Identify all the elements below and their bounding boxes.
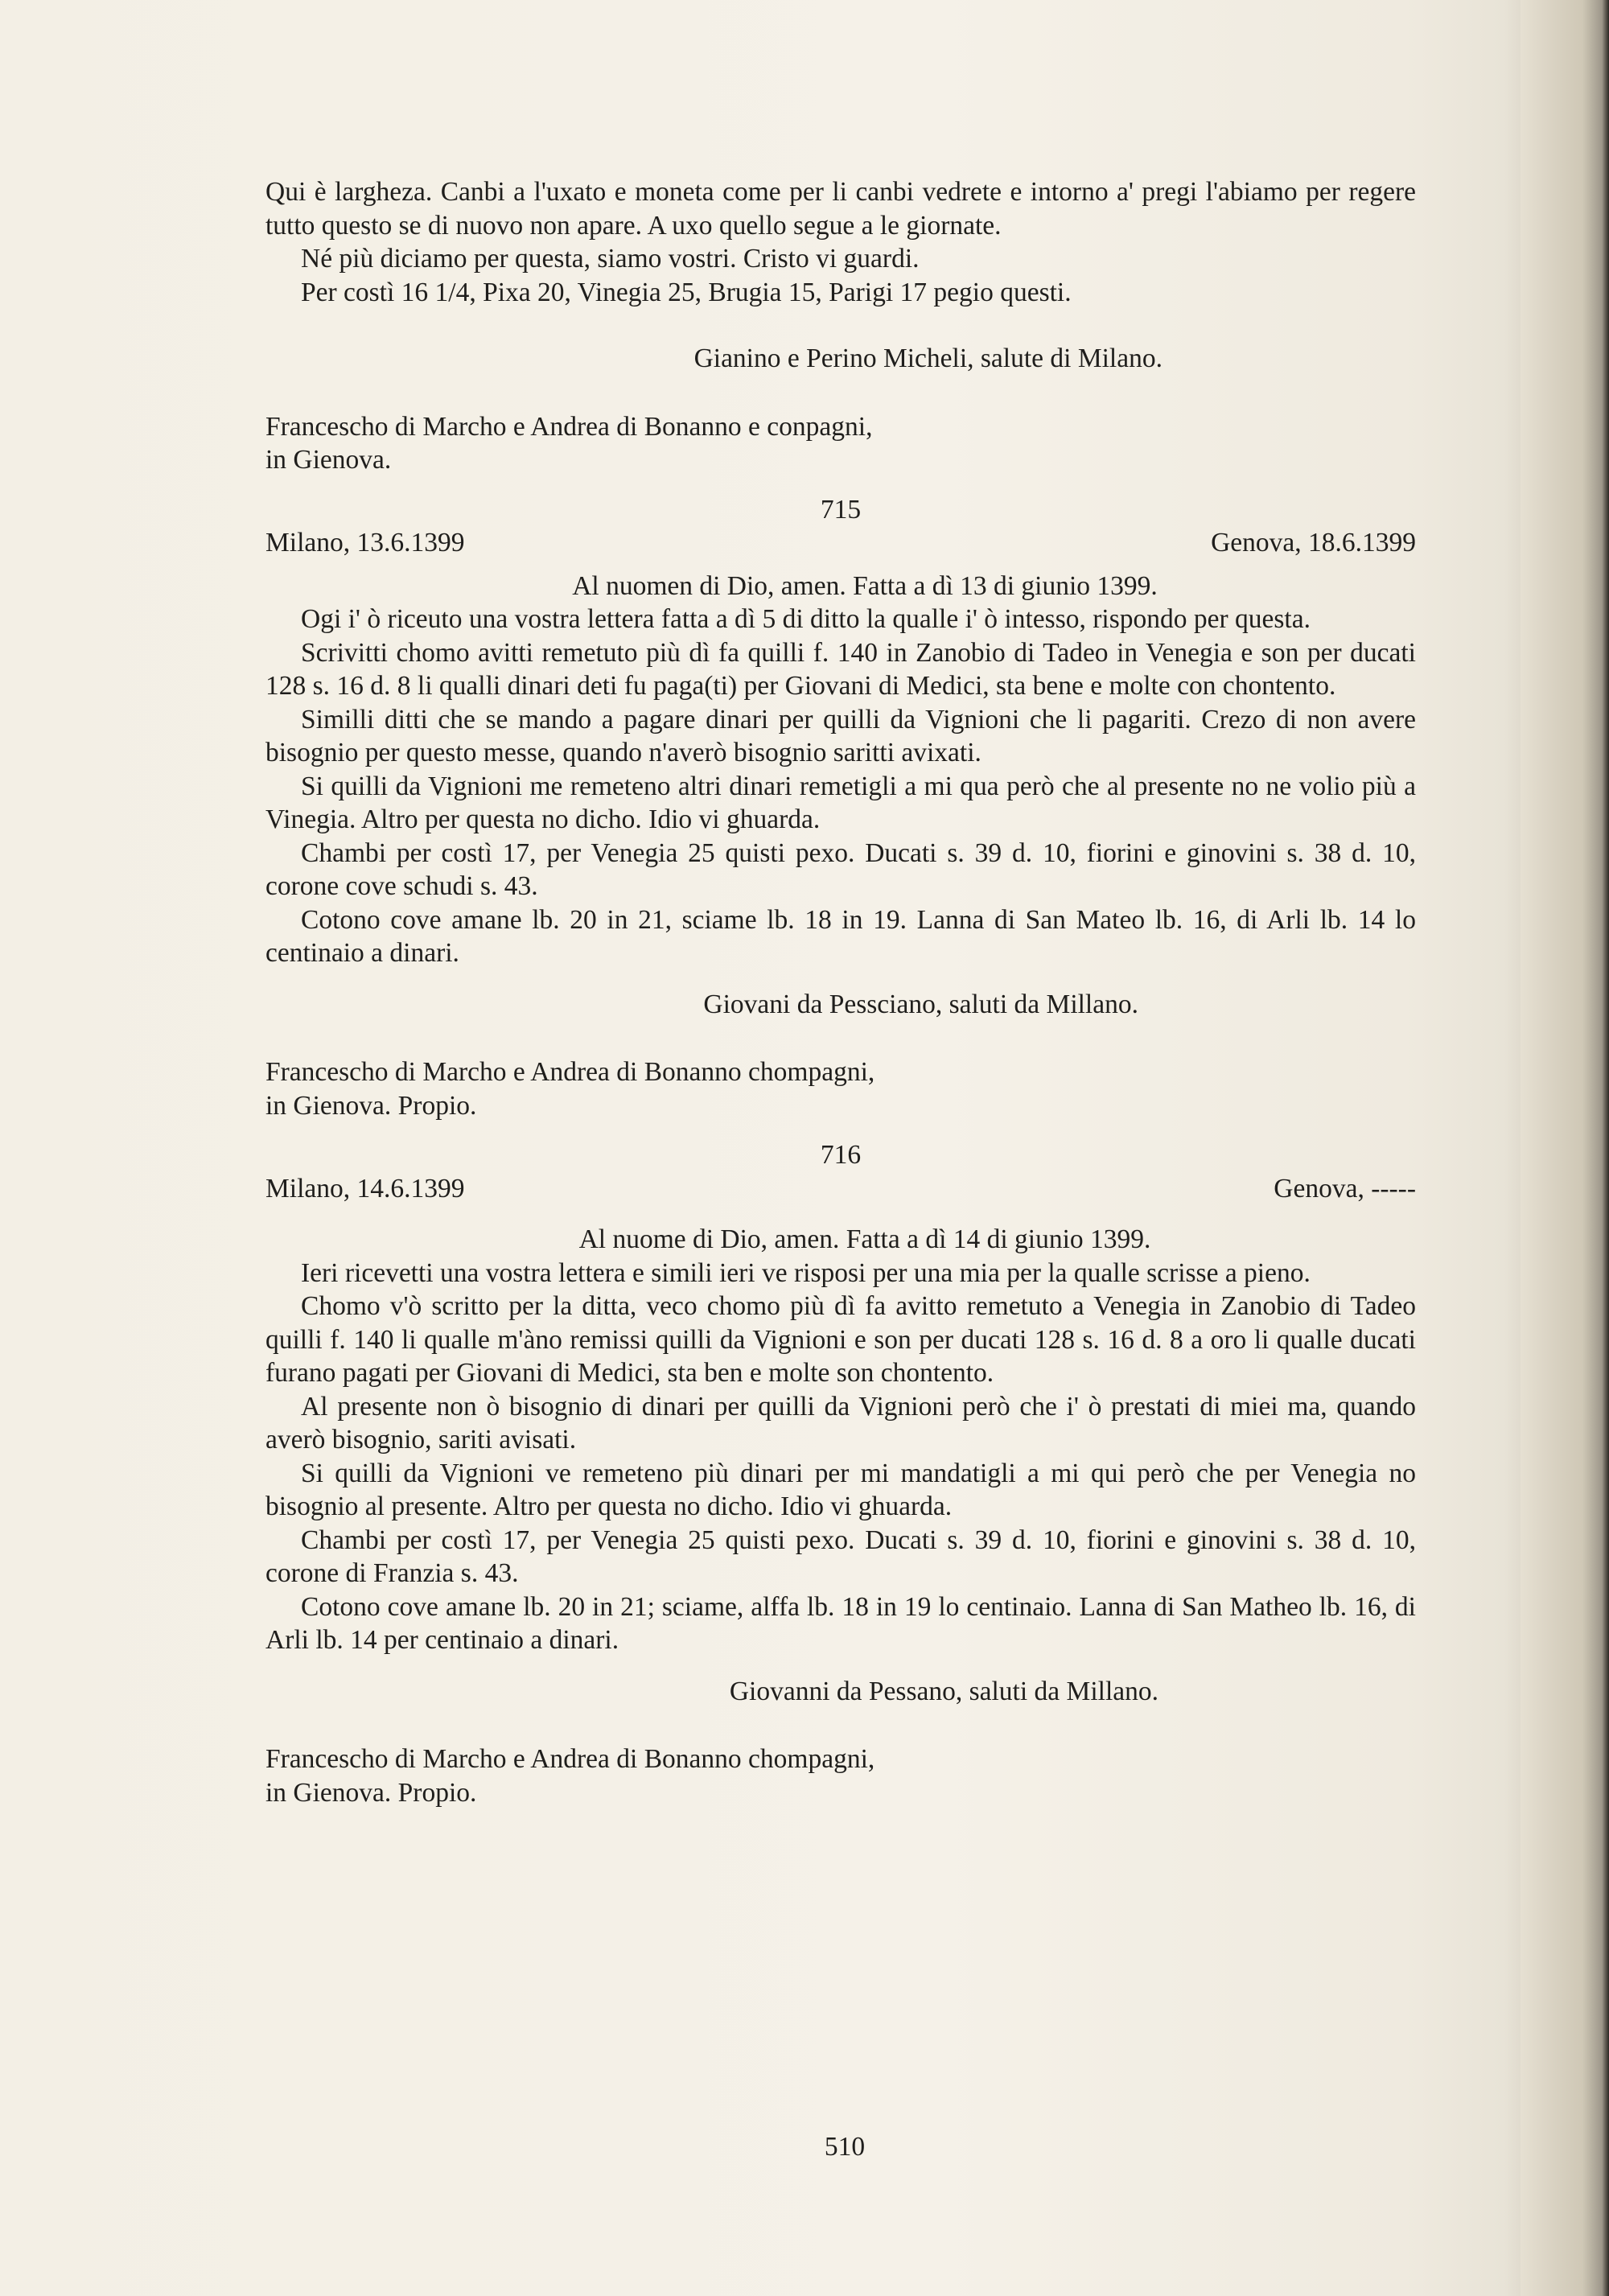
letter-716-header bbox=[265, 1172, 1416, 1206]
letter-715-signature: Giovani da Pessciano, saluti da Millano. bbox=[703, 989, 1138, 1019]
book-fore-edge bbox=[1521, 0, 1609, 2296]
letter-716-salutation: Al nuome di Dio, amen. Fatta a dì 14 di giunio 1399. bbox=[578, 1224, 1151, 1254]
letter-716-signature: Giovanni da Pessano, saluti da Millano. bbox=[729, 1676, 1158, 1706]
letter-716-paragraph: Cotono cove amane lb. 20 in 21; sciame, alffa lb. 18 in 19 lo centinaio. Lanna di San Matheo lb. 16, di Arli lb. 14 per centinaio a dinari. bbox=[265, 1591, 1416, 1655]
page-number: 510 bbox=[824, 2132, 866, 2162]
letter-716-paragraph: Al presente non ò bisognio di dinari per quilli da Vignioni però che i' ò prestati di miei ma, quando averò bisognio, sariti avisati. bbox=[265, 1391, 1416, 1455]
top-paragraph-3: Per costì 16 1/4, Pixa 20, Vinegia 25, Brugia 15, Parigi 17 pegio questi. bbox=[301, 277, 1072, 307]
top-address-line-2: in Gienova. bbox=[265, 445, 392, 475]
letter-715-address-line-1: Francescho di Marcho e Andrea di Bonanno chompagni, bbox=[265, 1057, 875, 1087]
letter-715-paragraph: Si quilli da Vignioni me remeteno altri dinari remetigli a mi qua però che al presente no ne volio più a Vinegia. Altro per questa no dicho. Idio vi ghuarda. bbox=[265, 771, 1416, 834]
letter-716-address-line-2: in Gienova. Propio. bbox=[265, 1777, 477, 1808]
top-signature: Gianino e Perino Micheli, salute di Milano. bbox=[693, 344, 1163, 373]
letter-715-origin: Milano, 13.6.1399 bbox=[265, 528, 465, 558]
letter-715-paragraph: Scrivitti chomo avitti remetuto più dì fa quilli f. 140 in Zanobio di Tadeo in Venegia e son per ducati 128 s. 16 d. 8 li qualli dinari deti fu paga(ti) per Giovani di Medici, sta bene e molte con chontento. bbox=[265, 637, 1416, 701]
letter-716-paragraph: Ieri ricevetti una vostra lettera e simili ieri ve risposi per una mia per la qualle scrisse a pieno. bbox=[301, 1257, 1311, 1288]
page-body bbox=[265, 175, 1416, 1809]
letter-716-address-line-1: Francescho di Marcho e Andrea di Bonanno chompagni, bbox=[265, 1744, 875, 1774]
letter-715-header bbox=[265, 526, 1416, 560]
letter-715-number: 715 bbox=[820, 494, 862, 525]
letter-716-number: 716 bbox=[820, 1140, 862, 1170]
letter-715-destination: Genova, 18.6.1399 bbox=[1211, 528, 1416, 558]
letter-715-address-line-2: in Gienova. Propio. bbox=[265, 1090, 477, 1121]
letter-715-paragraph: Similli ditti che se mando a pagare dinari per quilli da Vignioni che li pagariti. Crezo di non avere bisognio per questo messe, quando n'averò bisognio saritti avixati. bbox=[265, 704, 1416, 767]
letter-715-salutation: Al nuomen di Dio, amen. Fatta a dì 13 di giunio 1399. bbox=[572, 570, 1158, 601]
letter-715-paragraph: Ogi i' ò riceuto una vostra lettera fatta a dì 5 di ditto la qualle i' ò intesso, rispondo per questa. bbox=[301, 604, 1311, 634]
letter-716-paragraph: Chambi per costì 17, per Venegia 25 quisti pexo. Ducati s. 39 d. 10, fiorini e ginovini s. 38 d. 10, corone di Franzia s. 43. bbox=[265, 1524, 1416, 1588]
letter-716-paragraph: Si quilli da Vignioni ve remeteno più dinari per mi mandatigli a mi qui però che per Venegia no bisognio al presente. Altro per questa no dicho. Idio vi ghuarda. bbox=[265, 1458, 1416, 1521]
letter-716-paragraph: Chomo v'ò scritto per la ditta, veco chomo più dì fa avitto remetuto a Venegia in Zanobio di Tadeo quilli f. 140 li qualle m'àno remissi quilli da Vignioni e son per ducati 128 s. 16 d. 8 a oro li qualle ducati furano pagati per Giovani di Medici, sta ben e molte son chontento. bbox=[265, 1291, 1416, 1388]
top-address-line-1: Francescho di Marcho e Andrea di Bonanno e conpagni, bbox=[265, 411, 873, 442]
letter-715-paragraph: Chambi per costì 17, per Venegia 25 quisti pexo. Ducati s. 39 d. 10, fiorini e ginovini s. 38 d. 10, corone cove schudi s. 43. bbox=[265, 837, 1416, 901]
top-paragraph-2: Né più diciamo per questa, siamo vostri. Cristo vi guardi. bbox=[301, 244, 920, 274]
letter-716-origin: Milano, 14.6.1399 bbox=[265, 1173, 465, 1204]
letter-716-destination: Genova, ----- bbox=[1274, 1173, 1416, 1204]
top-paragraph-1: Qui è largheza. Canbi a l'uxato e moneta come per li canbi vedrete e intorno a' pregi l'abiamo per regere tutto questo se di nuovo non apare. A uxo quello segue a le giornate. bbox=[265, 177, 1416, 241]
letter-715-paragraph: Cotono cove amane lb. 20 in 21, sciame lb. 18 in 19. Lanna di San Mateo lb. 16, di Arli lb. 14 lo centinaio a dinari. bbox=[265, 904, 1416, 968]
